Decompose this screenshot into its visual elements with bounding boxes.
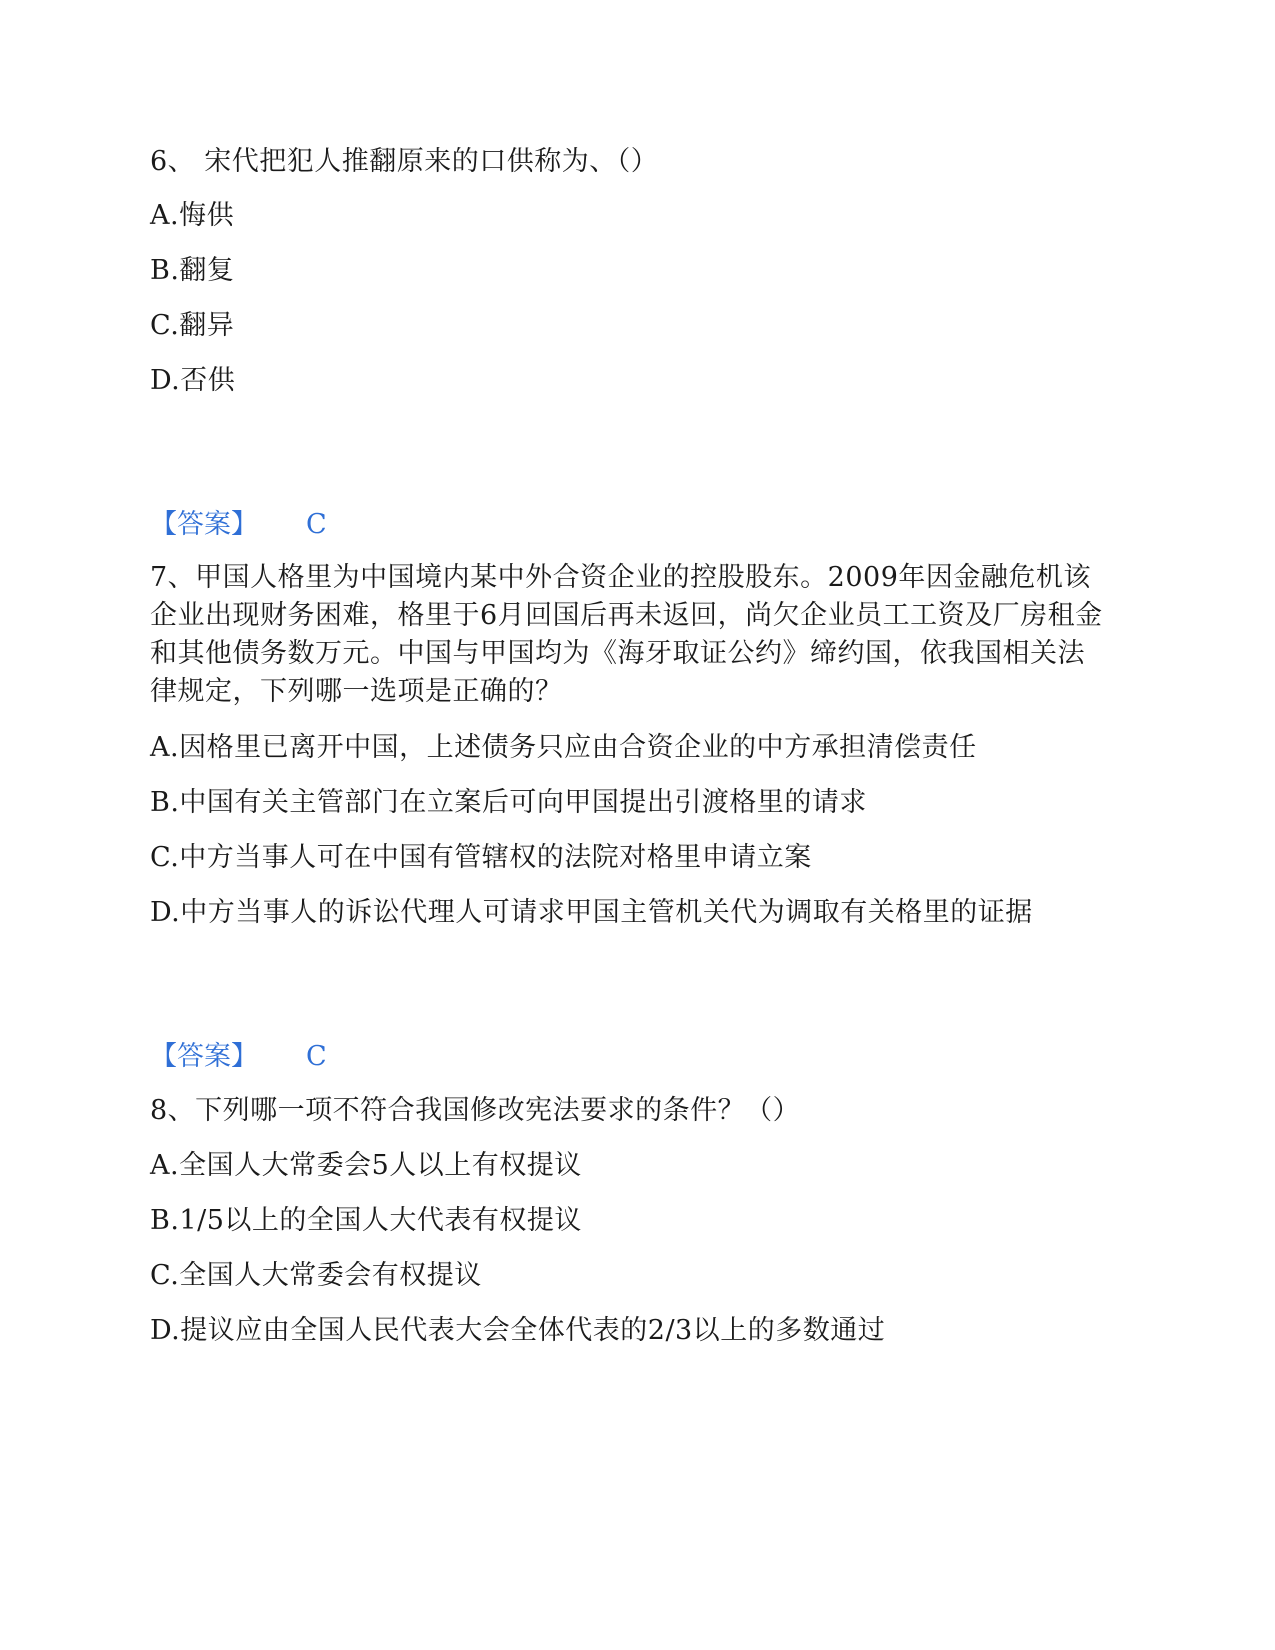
question-6-option-b: B.翻复 [150,255,235,286]
question-6-stem: 6、 宋代把犯人推翻原来的口供称为、（） [150,146,659,177]
question-8-option-c: C.全国人大常委会有权提议 [150,1260,482,1291]
question-7-option-a: A.因格里已离开中国，上述债务只应由合资企业的中方承担清偿责任 [150,732,977,763]
answer-value: C [306,1041,327,1072]
question-6-option-c: C.翻异 [150,310,235,341]
question-8-stem: 8、下列哪一项不符合我国修改宪法要求的条件？（） [150,1095,801,1126]
question-7-option-c: C.中方当事人可在中国有管辖权的法院对格里申请立案 [150,842,812,873]
question-8-option-d: D.提议应由全国人民代表大会全体代表的2/3以上的多数通过 [150,1315,886,1346]
question-7-stem: 7、甲国人格里为中国境内某中外合资企业的控股股东。2009年因金融危机该企业出现财务困难，格里于6月回国后再未返回，尚欠企业员工工资及厂房租金和其他债务数万元。中国与甲国均为《海牙取证公约》缔约国，依我国相关法律规定，下列哪一选项是正确的？ [150,562,1103,707]
answer-label: 【答案】 [150,509,258,540]
question-8-option-a: A.全国人大常委会5人以上有权提议 [150,1150,582,1181]
question-7-answer [150,1039,327,1075]
answer-label: 【答案】 [150,1041,258,1072]
question-7-option-b: B.中国有关主管部门在立案后可向甲国提出引渡格里的请求 [150,787,867,818]
question-6-answer [150,507,327,543]
question-6-option-d: D.否供 [150,365,236,396]
question-8-option-b: B.1/5以上的全国人大代表有权提议 [150,1205,582,1236]
answer-value: C [306,509,327,540]
question-7-option-d: D.中方当事人的诉讼代理人可请求甲国主管机关代为调取有关格里的证据 [150,897,1033,928]
question-6-option-a: A.悔供 [150,200,235,231]
